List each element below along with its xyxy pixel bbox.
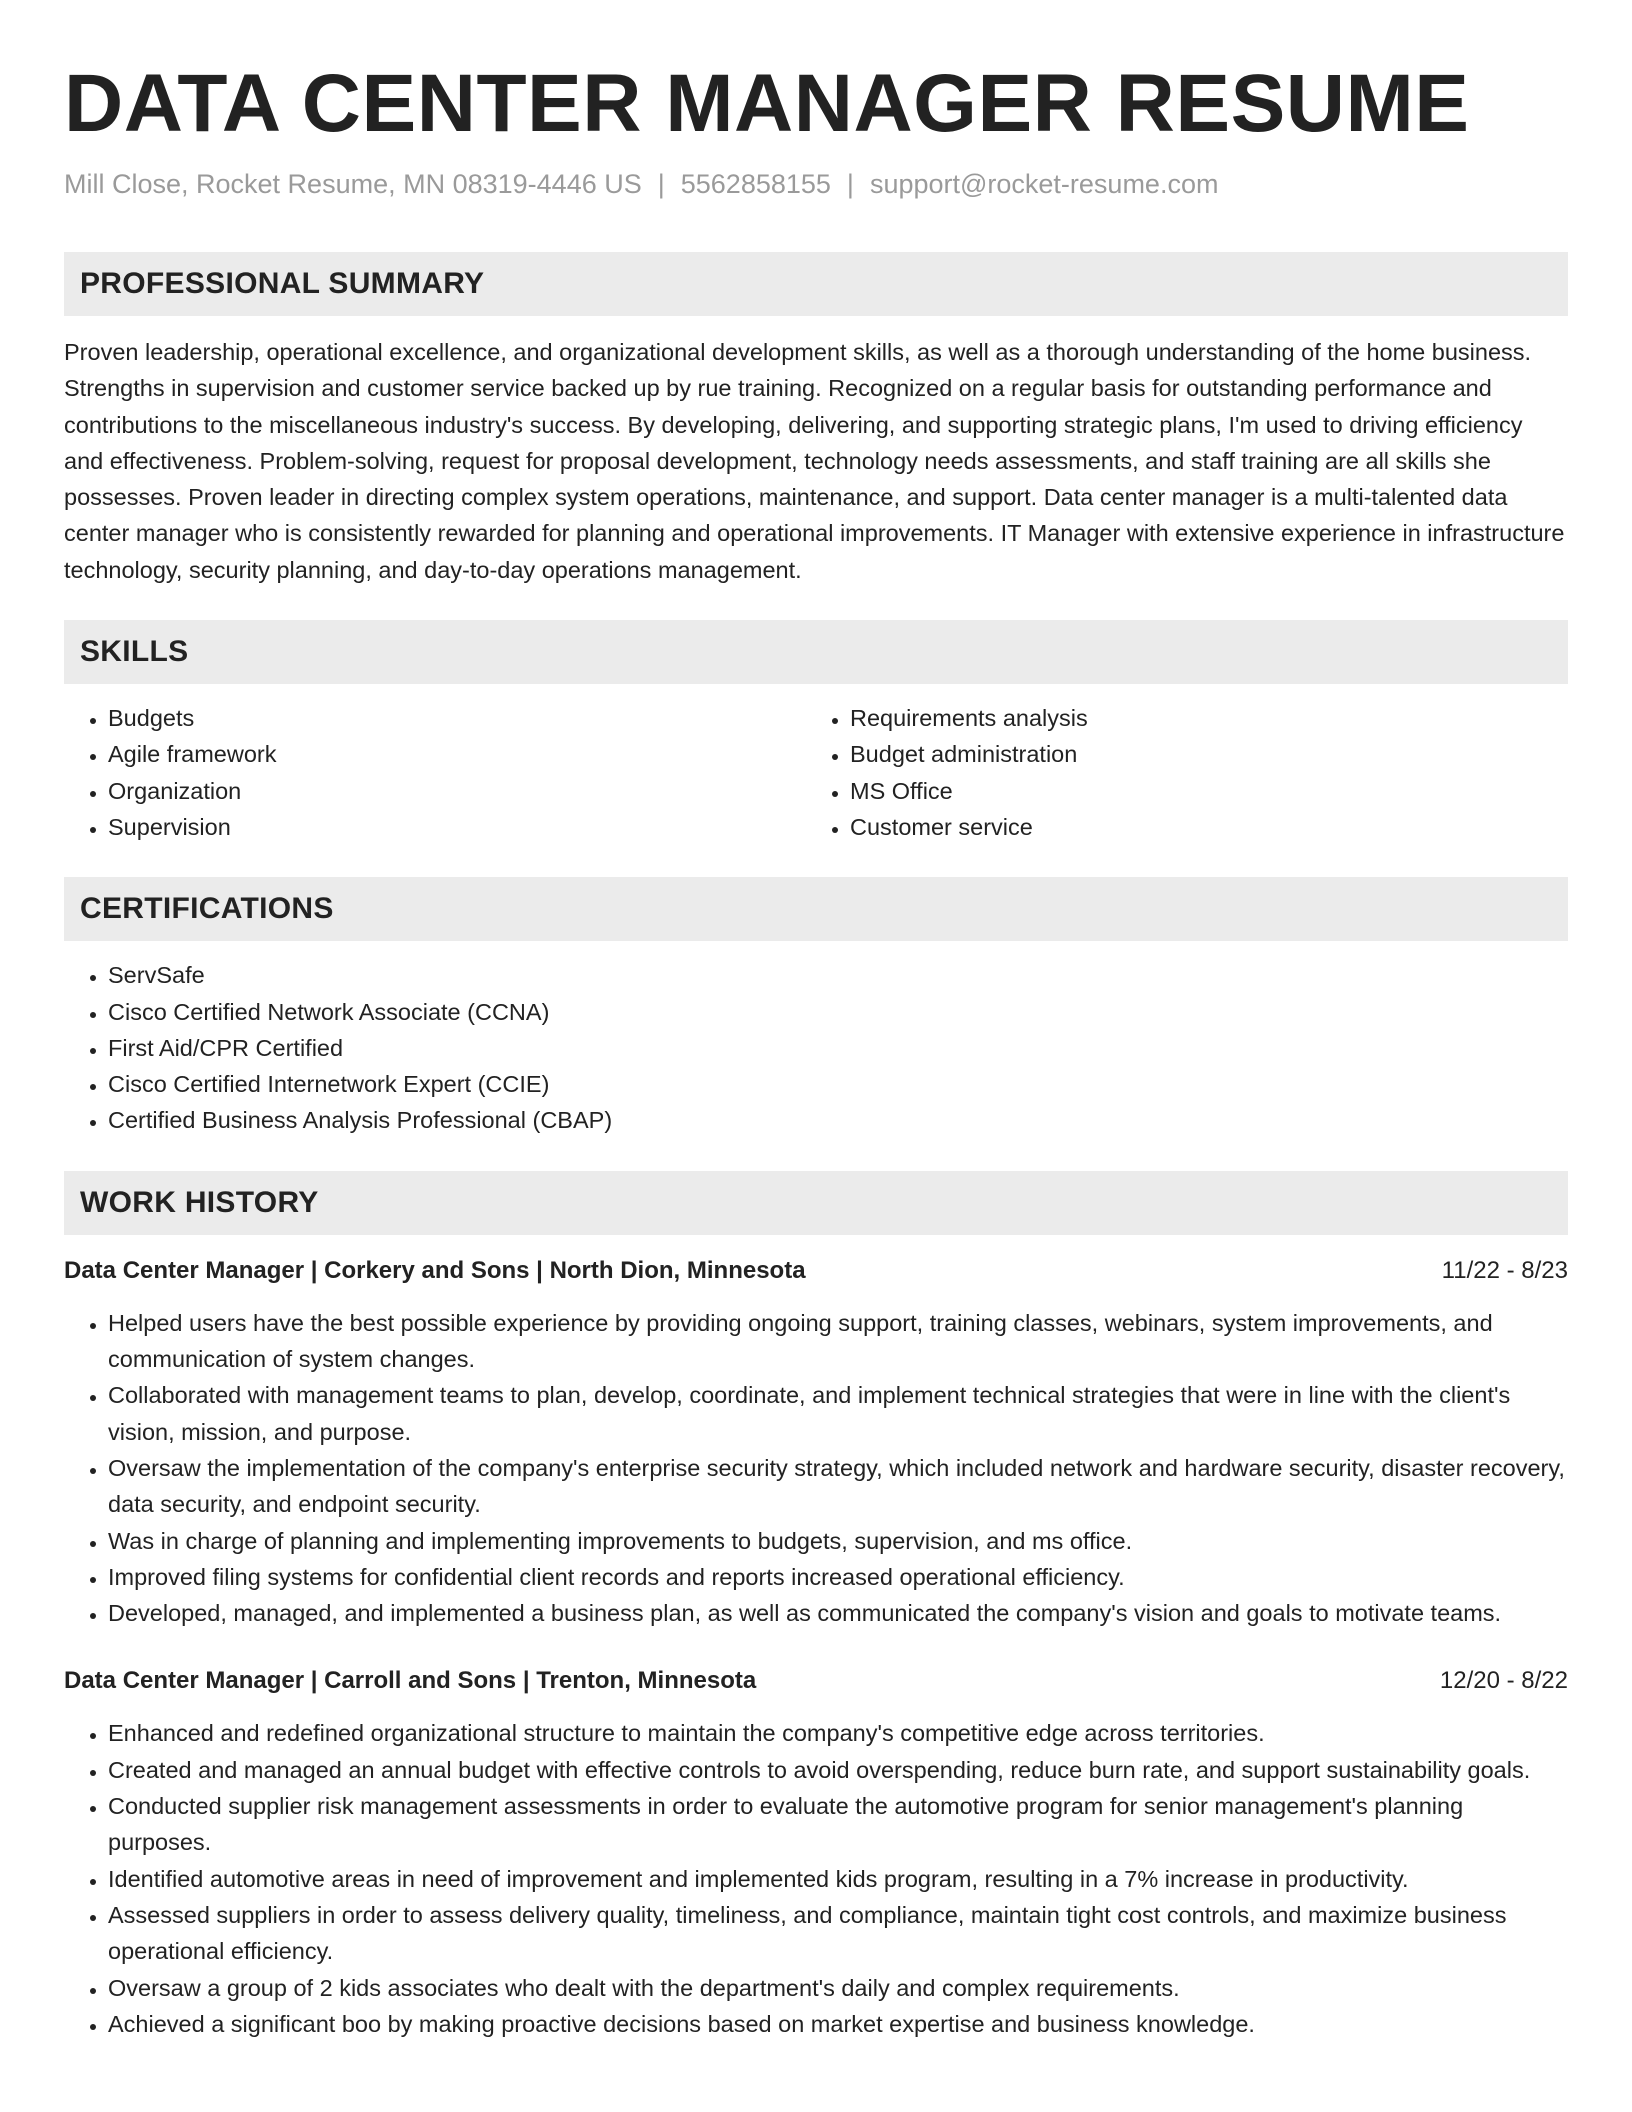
job-bullet: • Oversaw a group of 2 kids associates who dealt with the department's daily and complex requirements. (108, 1970, 1568, 2006)
job-dates: 12/20 - 8/22 (1439, 1667, 1568, 1695)
job-bullet: • Collaborated with management teams to plan, develop, coordinate, and implement technical strategies that were in line with the client's vision, mission, and purpose. (108, 1377, 1568, 1450)
certifications-list (64, 957, 1568, 1138)
skills-grid (64, 700, 1568, 845)
job-bullet: • Achieved a significant boo by making proactive decisions based on market expertise and business knowledge. (108, 2006, 1568, 2042)
job-header (64, 1253, 1568, 1289)
job-bullet: • Oversaw the implementation of the company's enterprise security strategy, which included network and hardware security, disaster recovery, data security, and endpoint security. (108, 1450, 1568, 1523)
skill-item: • Organization (108, 773, 806, 809)
summary-heading: PROFESSIONAL SUMMARY (80, 267, 485, 300)
certification-item: • Cisco Certified Internetwork Expert (CCIE) (108, 1066, 1568, 1102)
skill-item: • Customer service (850, 809, 1548, 845)
contact-separator: | (846, 169, 854, 199)
job-bullet: • Improved filing systems for confidential client records and reports increased operational efficiency. (108, 1559, 1568, 1595)
certification-item: • First Aid/CPR Certified (108, 1030, 1568, 1066)
job-bullet: • Enhanced and redefined organizational structure to maintain the company's competitive edge across territories. (108, 1715, 1568, 1751)
skills-section-header (64, 620, 1568, 684)
contact-separator: | (657, 169, 665, 199)
certifications-heading: CERTIFICATIONS (80, 892, 334, 926)
work-history-section-header (64, 1171, 1568, 1235)
summary-text: Proven leadership, operational excellence, and organizational development skills, as well as a thorough understanding of the home business. Strengths in supervision and customer service backed up by rue training. Recognized on a regular basis for outstanding performance and contributions to the miscellaneous industry's success. By developing, delivering, and supporting strategic plans, I'm used to driving efficiency and effectiveness. Problem-solving, request for proposal development, technology needs assessments, and staff training are all skills she possesses. Proven leader in directing complex system operations, maintenance, and support. Data center manager is a multi-talented data center manager who is consistently rewarded for planning and operational improvements. IT Manager with extensive experience in infrastructure technology, security planning, and day-to-day operations management. (64, 339, 1565, 583)
contact-address: Mill Close, Rocket Resume, MN 08319-4446 US (64, 169, 642, 199)
job-entry (64, 1663, 1568, 2042)
job-bullet: • Developed, managed, and implemented a business plan, as well as communicated the company's vision and goals to motivate teams. (108, 1595, 1568, 1631)
job-title: Data Center Manager | Carroll and Sons | Trenton, Minnesota (64, 1667, 757, 1695)
skill-item: • Budgets (108, 700, 806, 736)
certification-item: • Certified Business Analysis Professional (CBAP) (108, 1102, 1568, 1138)
job-bullet: • Helped users have the best possible experience by providing ongoing support, training classes, webinars, system improvements, and communication of system changes. (108, 1305, 1568, 1378)
job-bullet: • Identified automotive areas in need of improvement and implemented kids program, resulting in a 7% increase in productivity. (108, 1861, 1568, 1897)
skill-item: • MS Office (850, 773, 1548, 809)
certification-item: • Cisco Certified Network Associate (CCNA) (108, 994, 1568, 1030)
job-title: Data Center Manager | Corkery and Sons | North Dion, Minnesota (64, 1256, 806, 1284)
skills-list-left (64, 700, 806, 845)
contact-line (64, 166, 1568, 202)
skill-item: • Budget administration (850, 736, 1548, 772)
job-bullet: • Created and managed an annual budget with effective controls to avoid overspending, reduce burn rate, and support sustainability goals. (108, 1752, 1568, 1788)
skills-heading: SKILLS (80, 635, 189, 669)
certification-item: • ServSafe (108, 957, 1568, 993)
work-history-heading: WORK HISTORY (80, 1185, 319, 1219)
job-bullets (64, 1305, 1568, 1632)
job-bullet: • Conducted supplier risk management assessments in order to evaluate the automotive program for senior management's planning purposes. (108, 1788, 1568, 1861)
job-entry (64, 1253, 1568, 1632)
skills-list-right (806, 700, 1548, 845)
skill-item: • Requirements analysis (850, 700, 1548, 736)
contact-phone: 5562858155 (680, 169, 831, 199)
resume-title: DATA CENTER MANAGER RESUME (64, 58, 1470, 149)
skill-item: • Agile framework (108, 736, 806, 772)
job-bullet: • Assessed suppliers in order to assess delivery quality, timeliness, and compliance, maintain tight cost controls, and maximize business operational efficiency. (108, 1897, 1568, 1970)
job-header (64, 1663, 1568, 1699)
certifications-section-header (64, 877, 1568, 941)
contact-email: support@rocket-resume.com (869, 169, 1219, 199)
skill-item: • Supervision (108, 809, 806, 845)
job-dates: 11/22 - 8/23 (1441, 1256, 1568, 1284)
summary-section-header (64, 252, 1568, 316)
job-bullet: • Was in charge of planning and implementing improvements to budgets, supervision, and ms office. (108, 1523, 1568, 1559)
job-bullets (64, 1715, 1568, 2042)
